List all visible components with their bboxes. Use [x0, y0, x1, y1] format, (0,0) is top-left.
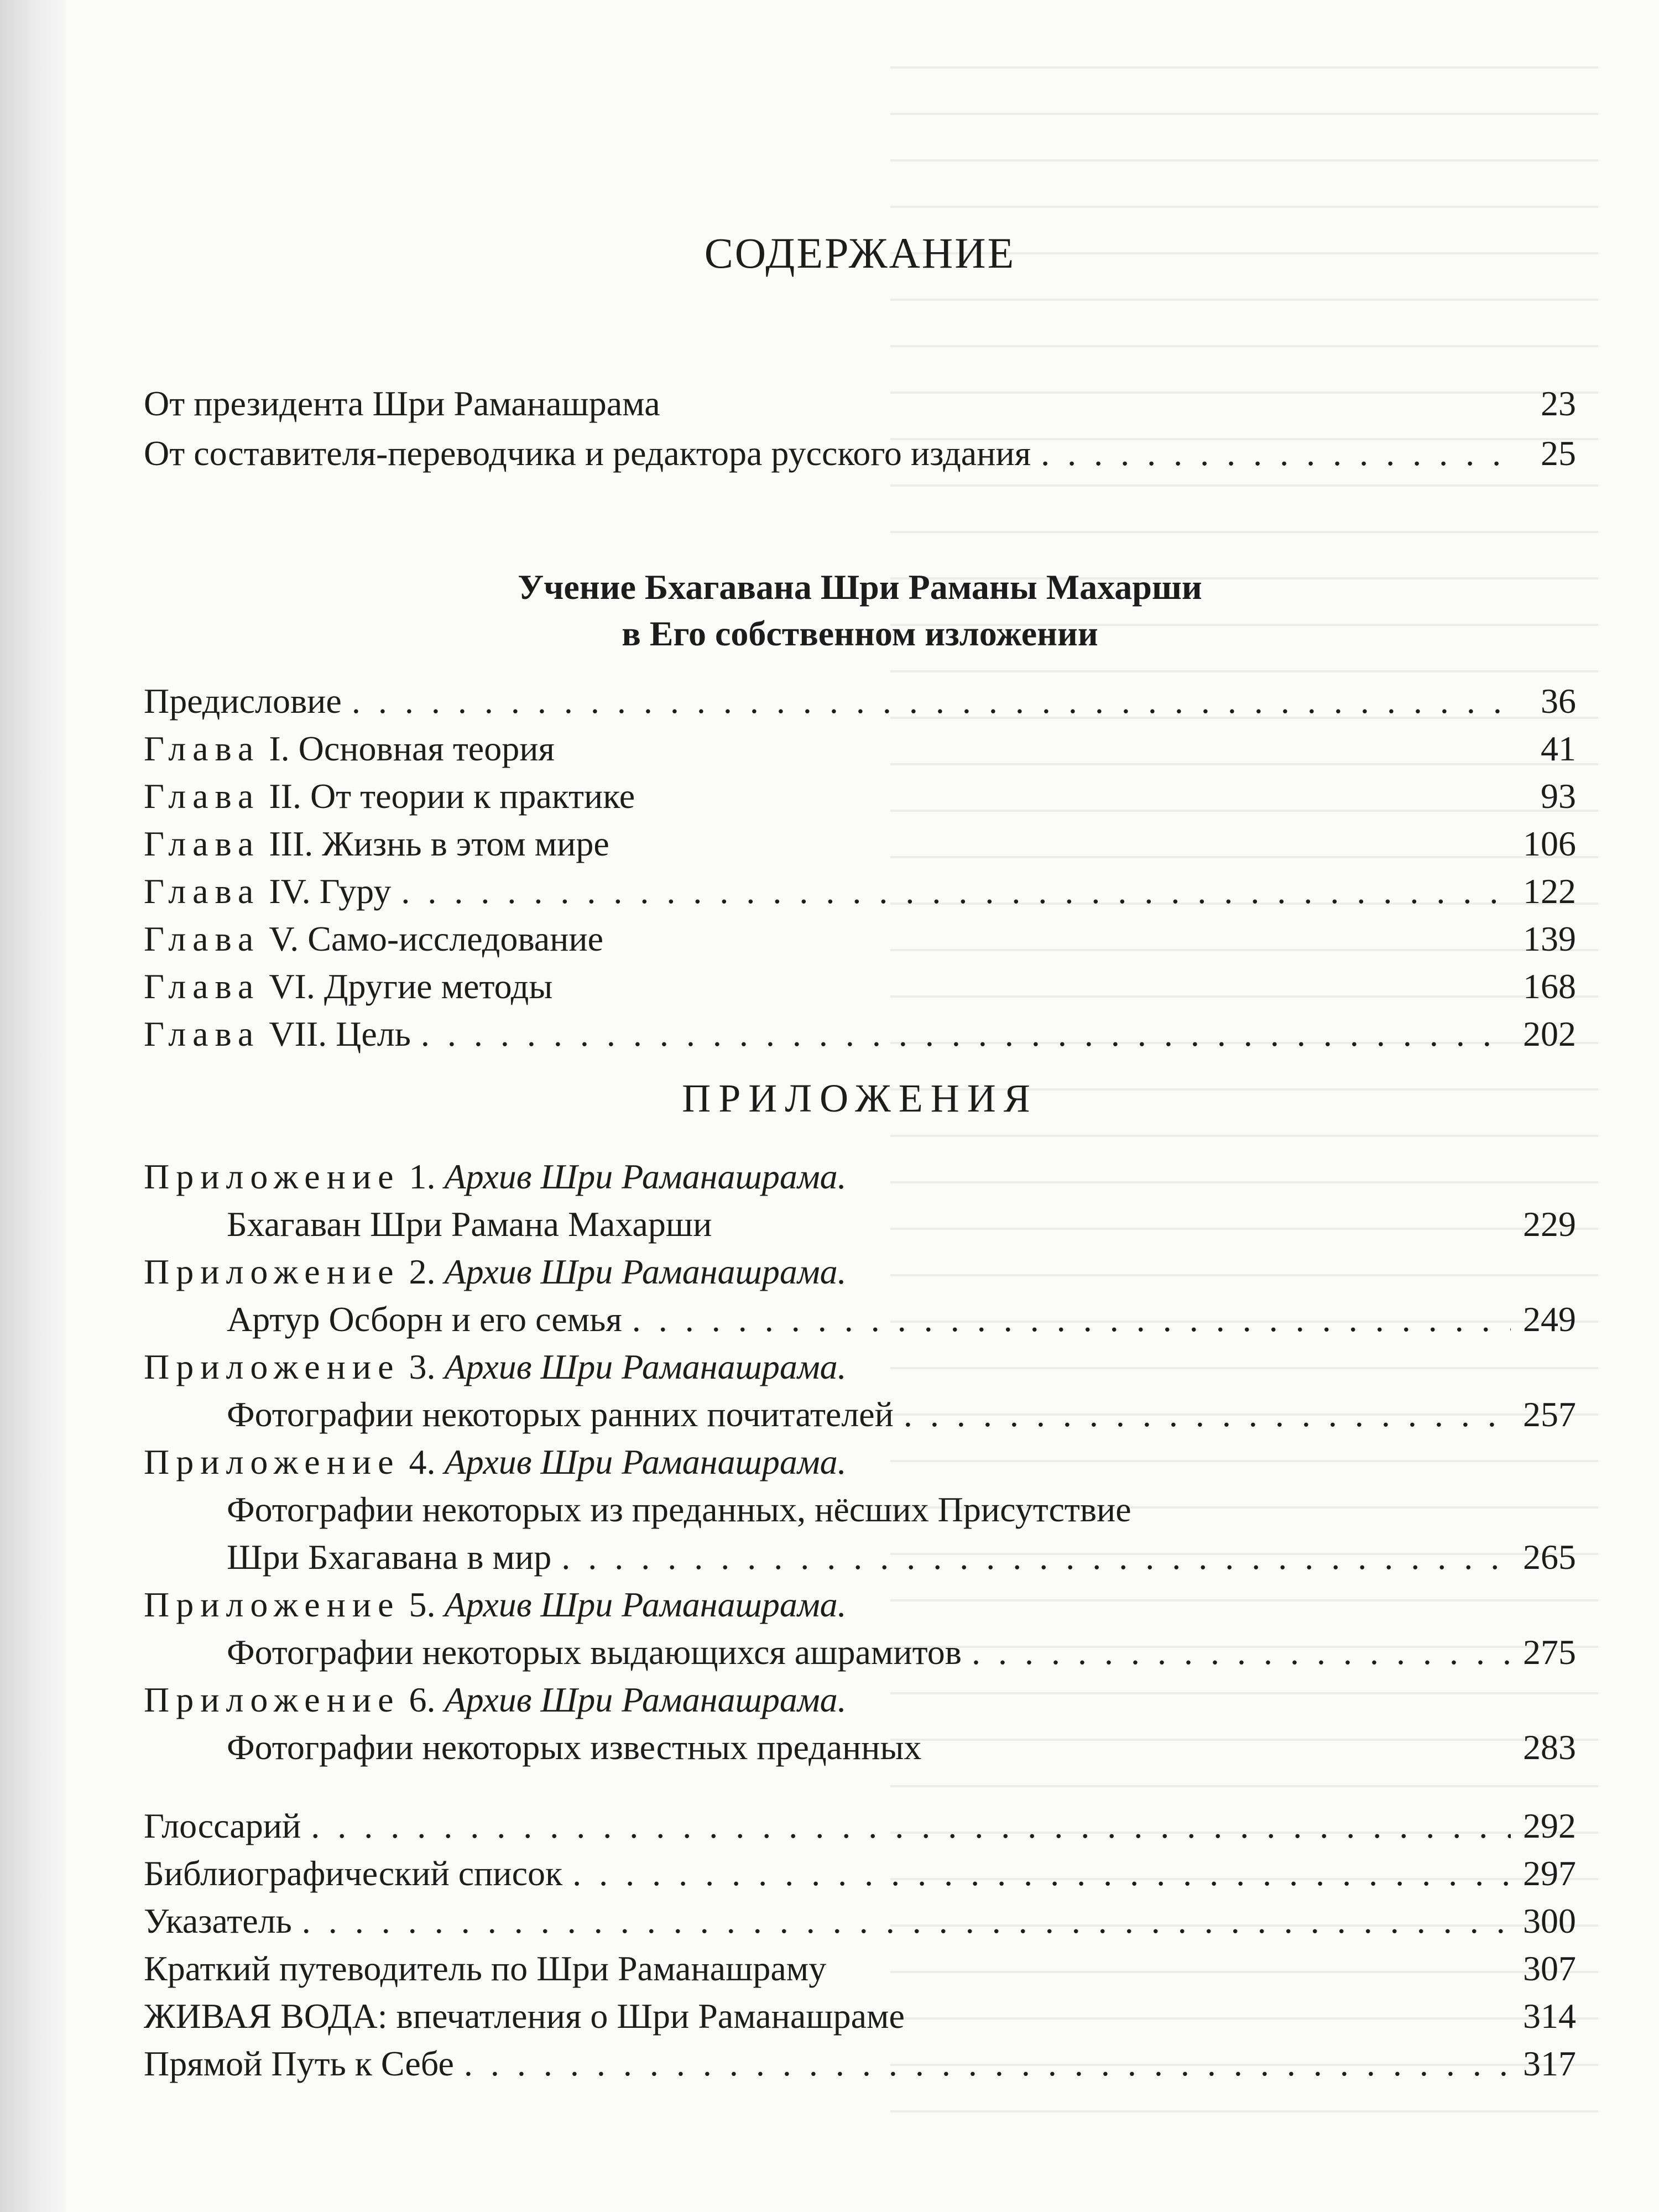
section-heading-line: Учение Бхагавана Шри Раманы Махарши: [518, 567, 1202, 607]
chapter-prefix: Глава: [144, 919, 260, 958]
toc-entry-label: Фотографии некоторых ранних почитателей: [227, 1395, 894, 1434]
appendix-number: 6.: [409, 1680, 436, 1719]
toc-entry: [144, 1630, 1576, 1674]
toc-entry-label: Фотографии некоторых из преданных, нёсших Присутствие: [227, 1490, 1131, 1529]
toc-entry: [144, 1297, 1576, 1342]
toc-entry-page: 257: [1523, 1395, 1576, 1434]
toc-entry-line: [144, 1488, 1576, 1532]
toc-entry-page: 275: [1523, 1632, 1576, 1672]
toc-entry-label: ЖИВАЯ ВОДА: впечатления о Шри Раманашраме: [144, 1996, 905, 2036]
appendix-header: [144, 1250, 1576, 1294]
toc-entry-page: 202: [1523, 1014, 1576, 1053]
appendix-number: 4.: [409, 1442, 436, 1481]
toc-entry-page: 292: [1523, 1806, 1576, 1845]
toc-entry-label: От составителя-переводчика и редактора русского издания: [144, 434, 1031, 473]
toc-entry-label: Указатель: [144, 1901, 292, 1940]
leader-dots: [1041, 431, 1511, 476]
leader-dots: [401, 869, 1511, 914]
appendix-header-label: [144, 1345, 847, 1389]
appendix-prefix: Приложение: [144, 1347, 400, 1386]
chapter-prefix: Глава: [144, 1014, 260, 1053]
appendix-header-label: [144, 1440, 847, 1484]
appendix-prefix: Приложение: [144, 1157, 400, 1196]
toc-entry-page: 139: [1523, 919, 1576, 958]
toc-entry-page: 307: [1523, 1949, 1576, 1988]
toc-entry: [144, 1012, 1576, 1056]
appendix-header: [144, 1345, 1576, 1389]
toc-entry: [144, 1202, 1576, 1246]
toc-entry-label: Артур Осборн и его семья: [227, 1300, 622, 1339]
appendix-source: Архив Шри Раманашрама.: [444, 1157, 847, 1196]
toc-entry: [144, 2042, 1576, 2086]
toc-entry-label: [144, 822, 609, 866]
leader-dots: [632, 1297, 1511, 1342]
toc-entry-page: 300: [1523, 1901, 1576, 1940]
section-heading-line: в Его собственном изложении: [622, 614, 1098, 653]
toc-entry: [144, 774, 1576, 818]
toc-entry: [144, 1994, 1576, 2038]
page-gutter: [0, 0, 66, 2212]
toc-entry-page: 25: [1541, 434, 1576, 473]
toc-entry-page: 249: [1523, 1300, 1576, 1339]
chapter-title: IV. Гуру: [269, 872, 392, 911]
toc-entry: [144, 917, 1576, 961]
appendix-header-label: [144, 1583, 847, 1627]
toc-entry-page: 168: [1523, 967, 1576, 1006]
leader-dots: [572, 1851, 1511, 1896]
appendix-header: [144, 1583, 1576, 1627]
chapter-title: III. Жизнь в этом мире: [269, 824, 609, 863]
appendix-prefix: Приложение: [144, 1442, 400, 1481]
toc-entry-label: Прямой Путь к Себе: [144, 2044, 454, 2083]
appendix-source: Архив Шри Раманашрама.: [444, 1347, 847, 1386]
toc-entry-label: [144, 1012, 411, 1056]
toc-entry-label: Фотографии некоторых известных преданных: [227, 1728, 922, 1767]
chapter-title: II. От теории к практике: [269, 776, 635, 816]
chapter-prefix: Глава: [144, 967, 260, 1006]
appendix-prefix: Приложение: [144, 1680, 400, 1719]
toc-entry-page: 265: [1523, 1537, 1576, 1577]
leader-dots: [352, 679, 1511, 723]
toc-entry: [144, 964, 1576, 1009]
toc-entry-page: 122: [1523, 872, 1576, 911]
appendix-prefix: Приложение: [144, 1585, 400, 1624]
toc-entry-page: 93: [1541, 776, 1576, 816]
appendix-header: [144, 1678, 1576, 1722]
toc-entry-page: 23: [1541, 384, 1576, 423]
toc-entry-label: Глоссарий: [144, 1806, 301, 1845]
appendix-source: Архив Шри Раманашрама.: [444, 1680, 847, 1719]
appendices-heading: ПРИЛОЖЕНИЯ: [682, 1076, 1038, 1120]
book-page: [66, 0, 1659, 2212]
appendix-source: Архив Шри Раманашрама.: [444, 1585, 847, 1624]
appendix-number: 1.: [409, 1157, 436, 1196]
appendix-source: Архив Шри Раманашрама.: [444, 1442, 847, 1481]
toc-entry-label: Шри Бхагавана в мир: [227, 1537, 552, 1577]
chapter-title: I. Основная теория: [269, 729, 555, 768]
toc-entry-label: [144, 774, 635, 818]
section-heading: [144, 564, 1576, 657]
appendix-header: [144, 1155, 1576, 1199]
leader-dots: [302, 1899, 1511, 1943]
toc-entry: [144, 382, 1576, 426]
toc-entry: [144, 1851, 1576, 1896]
toc-entry: [144, 1392, 1576, 1437]
leader-dots: [561, 1535, 1511, 1579]
leader-dots: [972, 1630, 1511, 1674]
toc-entry-label: Фотографии некоторых выдающихся ашрамитов: [227, 1632, 962, 1672]
toc-entry: [144, 1804, 1576, 1848]
chapter-prefix: Глава: [144, 776, 260, 816]
appendix-number: 5.: [409, 1585, 436, 1624]
toc-entry: [144, 431, 1576, 476]
toc-entry: [144, 1947, 1576, 1991]
toc-entry-page: 314: [1523, 1996, 1576, 2036]
toc-entry: [144, 869, 1576, 914]
toc-entry: [144, 1535, 1576, 1579]
toc-entry-page: 229: [1523, 1204, 1576, 1244]
leader-dots: [464, 2042, 1511, 2086]
appendix-prefix: Приложение: [144, 1252, 400, 1291]
appendix-number: 3.: [409, 1347, 436, 1386]
appendix-source: Архив Шри Раманашрама.: [444, 1252, 847, 1291]
toc-entry: [144, 1899, 1576, 1943]
toc-entry-label: [144, 964, 552, 1009]
appendix-header-label: [144, 1678, 847, 1722]
toc-entry-page: 283: [1523, 1728, 1576, 1767]
leader-dots: [904, 1392, 1511, 1437]
chapter-prefix: Глава: [144, 824, 260, 863]
toc-entry-label: [144, 869, 391, 914]
toc-entry-label: Бхагаван Шри Рамана Махарши: [227, 1204, 712, 1244]
toc-entry-label: От президента Шри Раманашрама: [144, 384, 660, 423]
page-title: СОДЕРЖАНИЕ: [704, 229, 1016, 277]
chapter-title: V. Само-исследование: [269, 919, 603, 958]
toc-entry: [144, 679, 1576, 723]
leader-dots: [311, 1804, 1511, 1848]
toc-entry-page: 106: [1523, 824, 1576, 863]
toc-entry-label: Предисловие: [144, 681, 342, 721]
toc-entry-page: 317: [1523, 2044, 1576, 2083]
appendix-header-label: [144, 1155, 847, 1199]
chapter-title: VII. Цель: [269, 1014, 411, 1053]
toc-entry-page: 297: [1523, 1854, 1576, 1893]
toc-entry-label: [144, 917, 603, 961]
toc-entry-label: Краткий путеводитель по Шри Раманашраму: [144, 1949, 827, 1988]
chapter-title: VI. Другие методы: [269, 967, 553, 1006]
appendix-number: 2.: [409, 1252, 436, 1291]
appendix-header-label: [144, 1250, 847, 1294]
chapter-prefix: Глава: [144, 872, 260, 911]
leader-dots: [421, 1012, 1511, 1056]
toc-entry-page: 41: [1541, 729, 1576, 768]
toc-entry: [144, 1725, 1576, 1770]
toc-entry-label: [144, 727, 555, 771]
toc-entry: [144, 727, 1576, 771]
toc-entry-label: Библиографический список: [144, 1854, 563, 1893]
appendix-header: [144, 1440, 1576, 1484]
toc-entry-page: 36: [1541, 681, 1576, 721]
chapter-prefix: Глава: [144, 729, 260, 768]
toc-entry: [144, 822, 1576, 866]
